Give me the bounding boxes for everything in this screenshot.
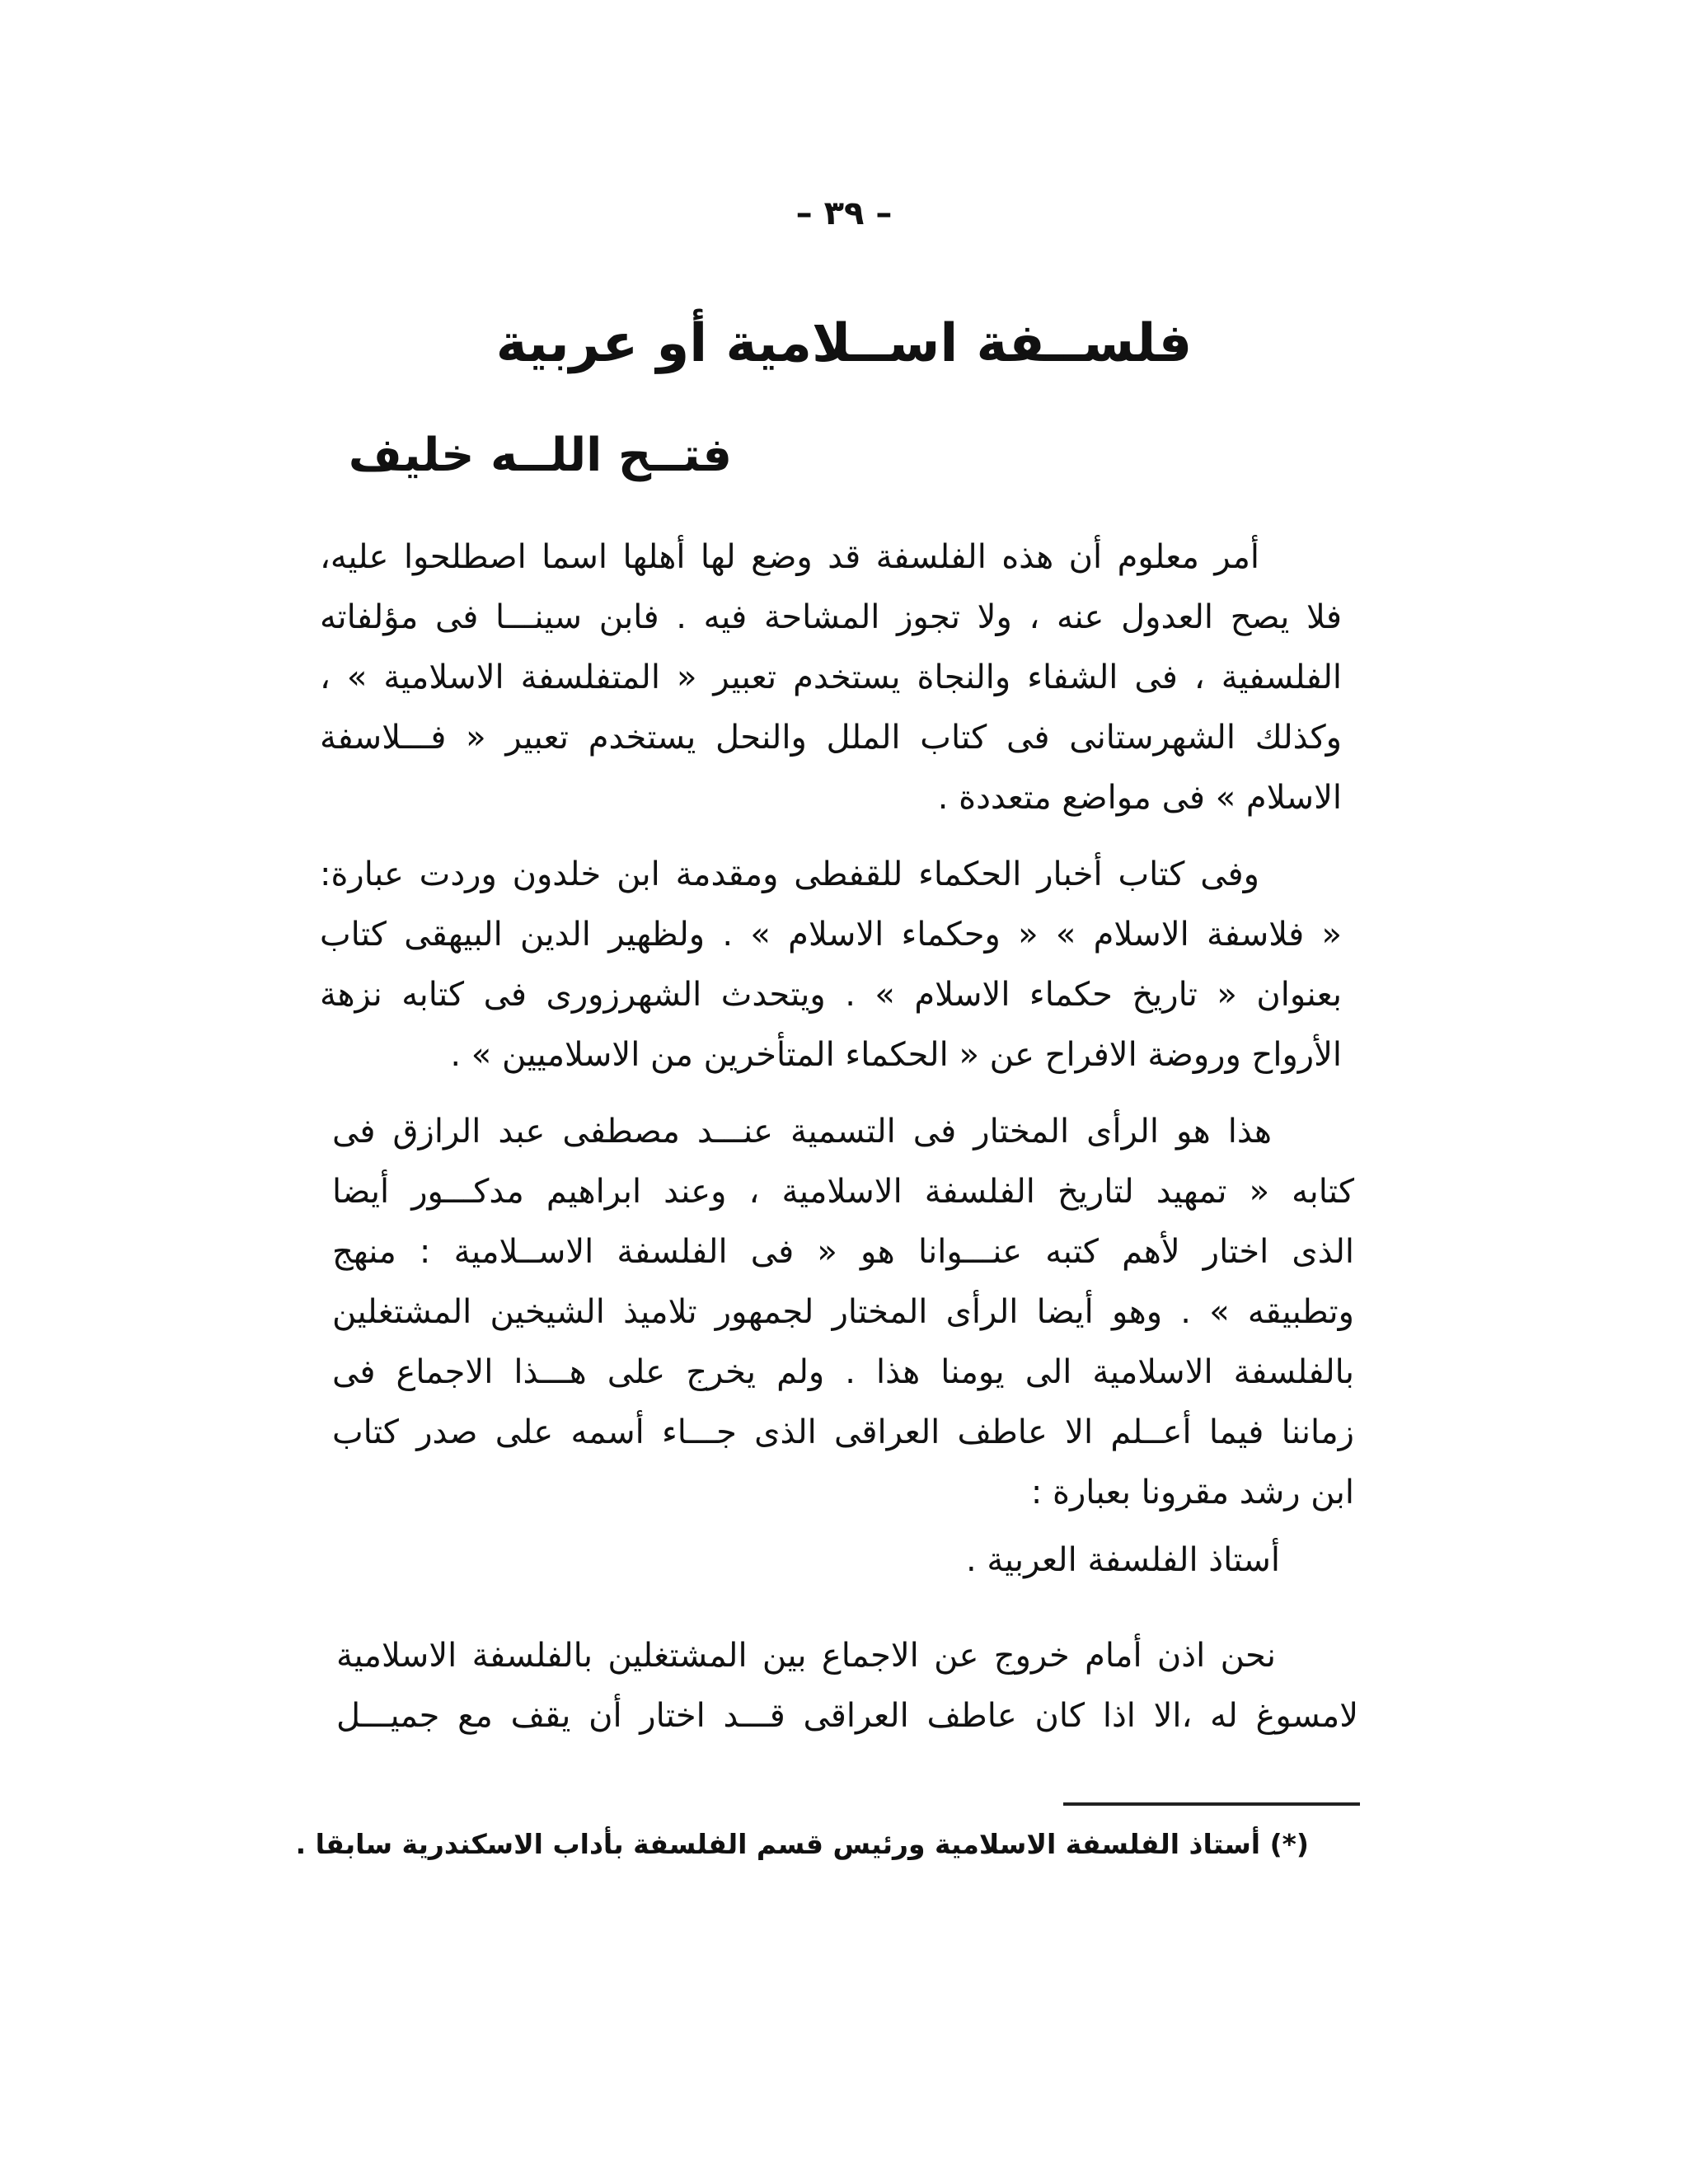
page-number: – ٣٩ –	[795, 194, 893, 232]
paragraph-line: نحن اذن أمام خروج عن الاجماع بين المشتغلين بالفلسفة الاسلامية	[336, 1637, 1276, 1675]
paragraph-line: الأرواح وروضة الافراح عن « الحكماء المتأخرين من الاسلاميين » .	[450, 1036, 1342, 1074]
paragraph-5	[336, 1626, 1358, 1746]
footnote-divider	[1063, 1802, 1360, 1806]
paragraph-2	[320, 845, 1342, 1085]
paragraph-line: بالفلسفة الاسلامية الى يومنا هذا . ولم يخرج على هـــذا الاجماع فى	[332, 1353, 1354, 1391]
paragraph-line: أستاذ الفلسفة العربية .	[965, 1541, 1280, 1579]
article-title: فلســفة اســلامية أو عربية	[495, 313, 1193, 374]
paragraph-line: الاسلام » فى مواضع متعددة .	[937, 779, 1342, 817]
paragraph-3	[332, 1102, 1354, 1523]
paragraph-line: هذا هو الرأى المختار فى التسمية عنـــد مصطفى عبد الرازق فى	[332, 1113, 1272, 1151]
paragraph-line: « فلاسفة الاسلام » « وحكماء الاسلام » . ولظهير الدين البيهقى كتاب	[320, 916, 1342, 954]
paragraph-line: بعنوان « تاريخ حكماء الاسلام » . ويتحدث الشهرزورى فى كتابه نزهة	[320, 976, 1342, 1014]
paragraph-line: ابن رشد مقرونا بعبارة :	[1030, 1474, 1354, 1511]
paragraph-line: كتابه « تمهيد لتاريخ الفلسفة الاسلامية ، وعند ابراهيم مدكـــور أيضا	[332, 1173, 1354, 1211]
paragraph-line: لامسوغ له ،الا اذا كان عاطف العراقى قـــد اختار أن يقف مع جميـــل	[336, 1697, 1358, 1735]
paragraph-line: الفلسفية ، فى الشفاء والنجاة يستخدم تعبير « المتفلسفة الاسلامية » ،	[320, 658, 1342, 696]
paragraph-1	[320, 527, 1342, 828]
paragraph-line: فلا يصح العدول عنه ، ولا تجوز المشاحة فيه . فابن سينـــا فى مؤلفاته	[320, 598, 1342, 636]
paragraph-line: وتطبيقه » . وهو أيضا الرأى المختار لجمهور تلاميذ الشيخين المشتغلين	[332, 1293, 1354, 1331]
author-name: فتــح اللــه خليف	[348, 429, 732, 482]
paragraph-line: الذى اختار لأهم كتبه عنـــوانا هو « فى الفلسفة الاســلامية : منهج	[332, 1233, 1354, 1271]
footnote: (*) أستاذ الفلسفة الاسلامية ورئيس قسم الفلسفة بأداب الاسكندرية سابقا .	[295, 1828, 1309, 1860]
paragraph-line: أمر معلوم أن هذه الفلسفة قد وضع لها أهلها اسما اصطلحوا عليه،	[320, 538, 1259, 576]
paragraph-line: وكذلك الشهرستانى فى كتاب الملل والنحل يستخدم تعبير « فـــلاسفة	[320, 719, 1342, 757]
paragraph-line: وفى كتاب أخبار الحكماء للقفطى ومقدمة ابن خلدون وردت عبارة:	[320, 855, 1259, 893]
paragraph-4	[291, 1530, 1280, 1591]
paragraph-line: زماننا فيما أعــلم الا عاطف العراقى الذى جـــاء أسمه على صدر كتاب	[332, 1413, 1354, 1451]
